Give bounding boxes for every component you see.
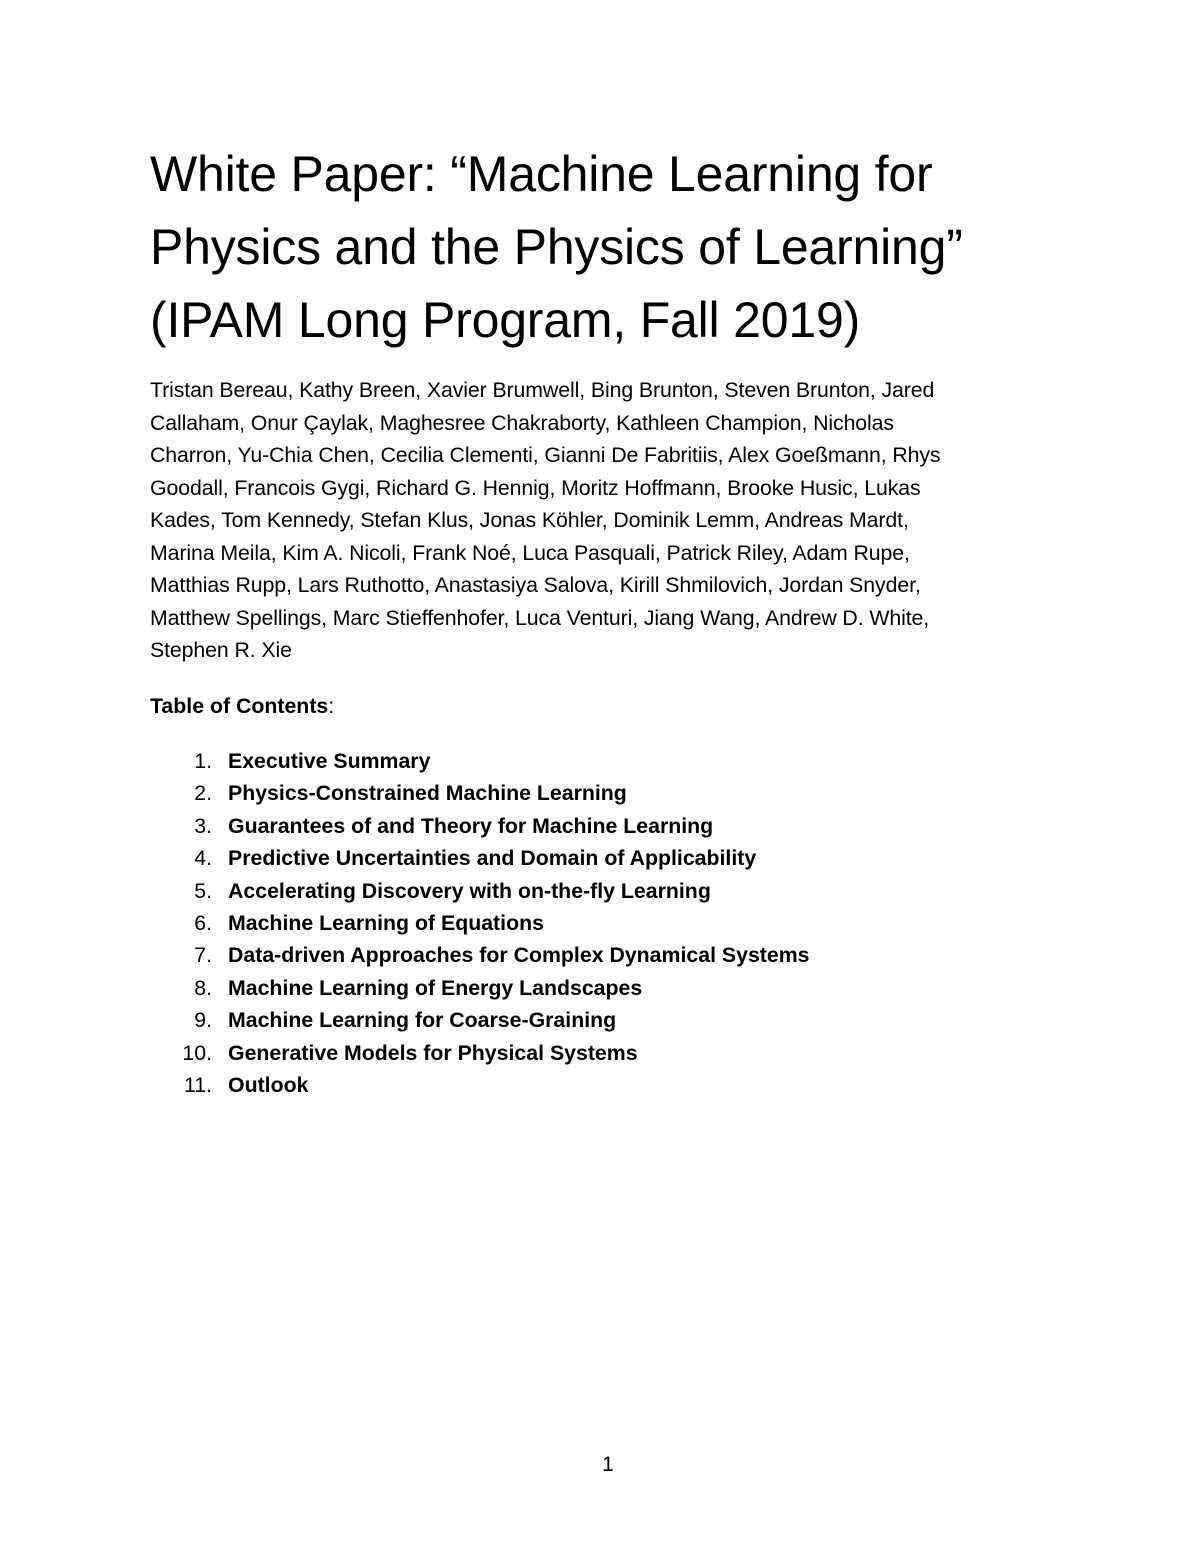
toc-item-number: 2. [194,781,212,806]
toc-item-label: Generative Models for Physical Systems [228,1040,638,1065]
author-line: Callaham, Onur Çaylak, Maghesree Chakraborty, Kathleen Champion, Nicholas [150,410,894,435]
toc-item-label: Machine Learning for Coarse-Graining [228,1008,617,1033]
toc-item-outlook [150,1069,1050,1101]
toc-item-number: 8. [194,975,212,1000]
toc-item-number: 11. [183,1072,212,1097]
toc-item-executive-summary [150,745,1050,777]
author-line: Matthias Rupp, Lars Ruthotto, Anastasiya Salova, Kirill Shmilovich, Jordan Snyder, [150,573,921,597]
toc-item-label: Predictive Uncertainties and Domain of Applicability [228,846,757,871]
toc-item-number: 10. [182,1040,212,1065]
toc-item-label: Machine Learning of Equations [228,910,544,935]
toc-item-label: Outlook [228,1072,309,1097]
toc-item-accelerating-discovery [150,875,1050,907]
toc-heading-colon: : [328,694,335,718]
author-line: Goodall, Francois Gygi, Richard G. Hennig, Moritz Hoffmann, Brooke Husic, Lukas [150,475,921,500]
page-number: 1 [602,1453,614,1476]
title-line: (IPAM Long Program, Fall 2019) [150,292,861,348]
title-line: Physics and the Physics of Learning” [150,219,963,275]
toc-item-energy-landscapes [150,972,1050,1004]
paper-title [150,138,1080,357]
toc-item-data-driven-approaches [150,939,1050,971]
toc-item-number: 9. [194,1008,212,1033]
toc-item-ml-of-equations [150,907,1050,939]
title-line: White Paper: “Machine Learning for [150,146,933,202]
toc-item-generative-models [150,1037,1050,1069]
toc-item-label: Machine Learning of Energy Landscapes [228,975,643,1000]
toc-heading [150,690,334,722]
toc-item-number: 1. [194,749,212,773]
author-list [150,374,1050,667]
toc-item-label: Physics-Constrained Machine Learning [228,781,627,806]
toc-item-coarse-graining [150,1004,1050,1036]
toc-heading-text: Table of Contents [150,694,329,718]
toc-item-predictive-uncertainties [150,842,1050,874]
toc-item-label: Data-driven Approaches for Complex Dynamical Systems [228,943,810,968]
toc-item-number: 7. [194,943,212,968]
author-line: Charron, Yu-Chia Chen, Cecilia Clementi, Gianni De Fabritiis, Alex Goeßmann, Rhys [150,443,941,467]
toc-item-label: Executive Summary [228,749,431,773]
author-line: Kades, Tom Kennedy, Stefan Klus, Jonas Köhler, Dominik Lemm, Andreas Mardt, [150,508,909,532]
toc-list [150,745,1050,1101]
toc-item-number: 4. [194,846,212,871]
toc-item-number: 6. [194,910,212,935]
toc-item-number: 3. [194,813,212,838]
toc-item-number: 5. [194,878,212,903]
toc-item-physics-constrained-ml [150,777,1050,809]
author-line: Marina Meila, Kim A. Nicoli, Frank Noé, Luca Pasquali, Patrick Riley, Adam Rupe, [150,540,910,565]
toc-item-label: Accelerating Discovery with on-the-fly Learning [228,878,711,903]
author-line: Matthew Spellings, Marc Stieffenhofer, Luca Venturi, Jiang Wang, Andrew D. White, [150,605,930,630]
toc-item-label: Guarantees of and Theory for Machine Learning [228,813,714,838]
author-line: Stephen R. Xie [150,638,292,662]
toc-item-guarantees-theory [150,810,1050,842]
author-line: Tristan Bereau, Kathy Breen, Xavier Brumwell, Bing Brunton, Steven Brunton, Jared [150,378,935,402]
